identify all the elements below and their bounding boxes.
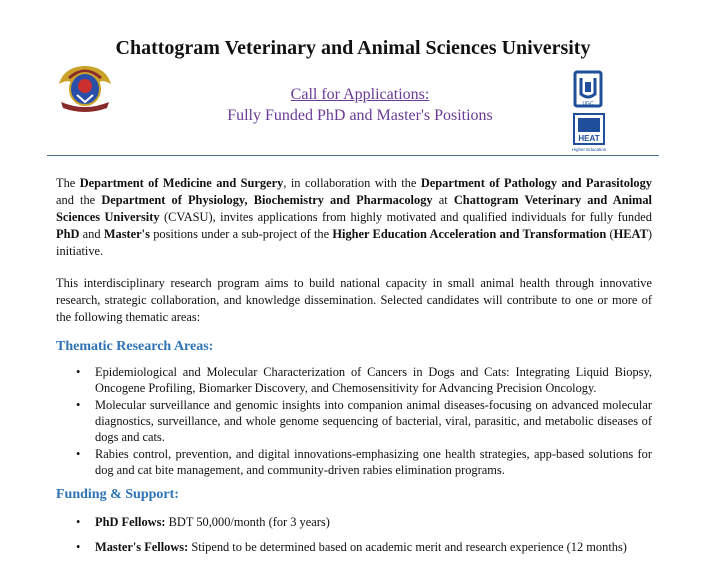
call-for-applications <box>150 84 570 126</box>
university-name: Chattogram Veterinary and Animal Sciences University <box>56 193 652 224</box>
cvasu-crest-logo <box>55 62 115 112</box>
list-item: • PhD Fellows: BDT 50,000/month (for 3 years) <box>76 515 330 529</box>
dept-physiology: Department of Physiology, Biochemistry and Pharmacology <box>101 193 433 207</box>
ugc-logo-text: UGC <box>582 101 594 107</box>
heat-logo-text: HEAT <box>578 134 600 143</box>
heat-full-name: Higher Education Acceleration and Transformation <box>332 227 607 241</box>
header-divider <box>47 155 659 156</box>
university-title: Chattogram Veterinary and Animal Sciences University <box>115 37 591 59</box>
ugc-logo <box>573 70 603 108</box>
list-item: • Molecular surveillance and genomic insights into companion animal diseases-focusing on advanced molecular diagnostics, surveillance, and whole genome sequencing of bacterial, viral, parasitic, and metabolic diseases of dogs and cats. <box>76 398 652 444</box>
thematic-heading: Thematic Research Areas: <box>56 339 214 354</box>
list-item: • Epidemiological and Molecular Characterization of Cancers in Dogs and Cats: Integrating Liquid Biopsy, Oncogene Profiling, Biomarker Discovery, and Chemosensitivity for Advancing Precision Oncology. <box>76 365 652 395</box>
funding-list <box>56 514 652 564</box>
list-item: • Master's Fellows: Stipend to be determined based on academic merit and research experience (12 months) <box>76 540 627 554</box>
call-title-line-1: Call for Applications: <box>290 86 430 103</box>
dept-medicine-surgery: Department of Medicine and Surgery <box>79 176 284 190</box>
funding-heading: Funding & Support: <box>56 487 179 502</box>
heat-logo <box>569 113 609 155</box>
masters-fellows-label: Master's Fellows: <box>95 540 189 554</box>
heat-logo-caption: Higher Education <box>571 147 607 152</box>
call-title-line-2: Fully Funded PhD and Master's Positions <box>227 107 493 124</box>
list-item: • Rabies control, prevention, and digital innovations-emphasizing one health strategies, app-based solutions for dog and cat bite management, and community-driven rabies elimination programs. <box>76 447 652 477</box>
dept-pathology: Department of Pathology and Parasitology <box>420 176 652 190</box>
thematic-list <box>56 364 652 479</box>
intro-paragraph: The Department of Medicine and Surgery, in collaboration with the Department of Pathology and Parasitology and the Department of Physiology, Biochemistry and Pharmacology at Chattogram Veterinary and Animal Sciences University (CVASU), invites applications from highly motivated and qualified individuals for fully funded PhD and Master's positions under a sub-project of the Higher Education Acceleration and Transformation (HEAT) initiative. <box>56 176 652 258</box>
program-paragraph: This interdisciplinary research program aims to build national capacity in small animal health through innovative research, strategic collaboration, and knowledge dissemination. Selected candidates will contribute to one or more of the following thematic areas: <box>56 276 652 324</box>
phd-fellows-label: PhD Fellows: <box>95 515 166 529</box>
